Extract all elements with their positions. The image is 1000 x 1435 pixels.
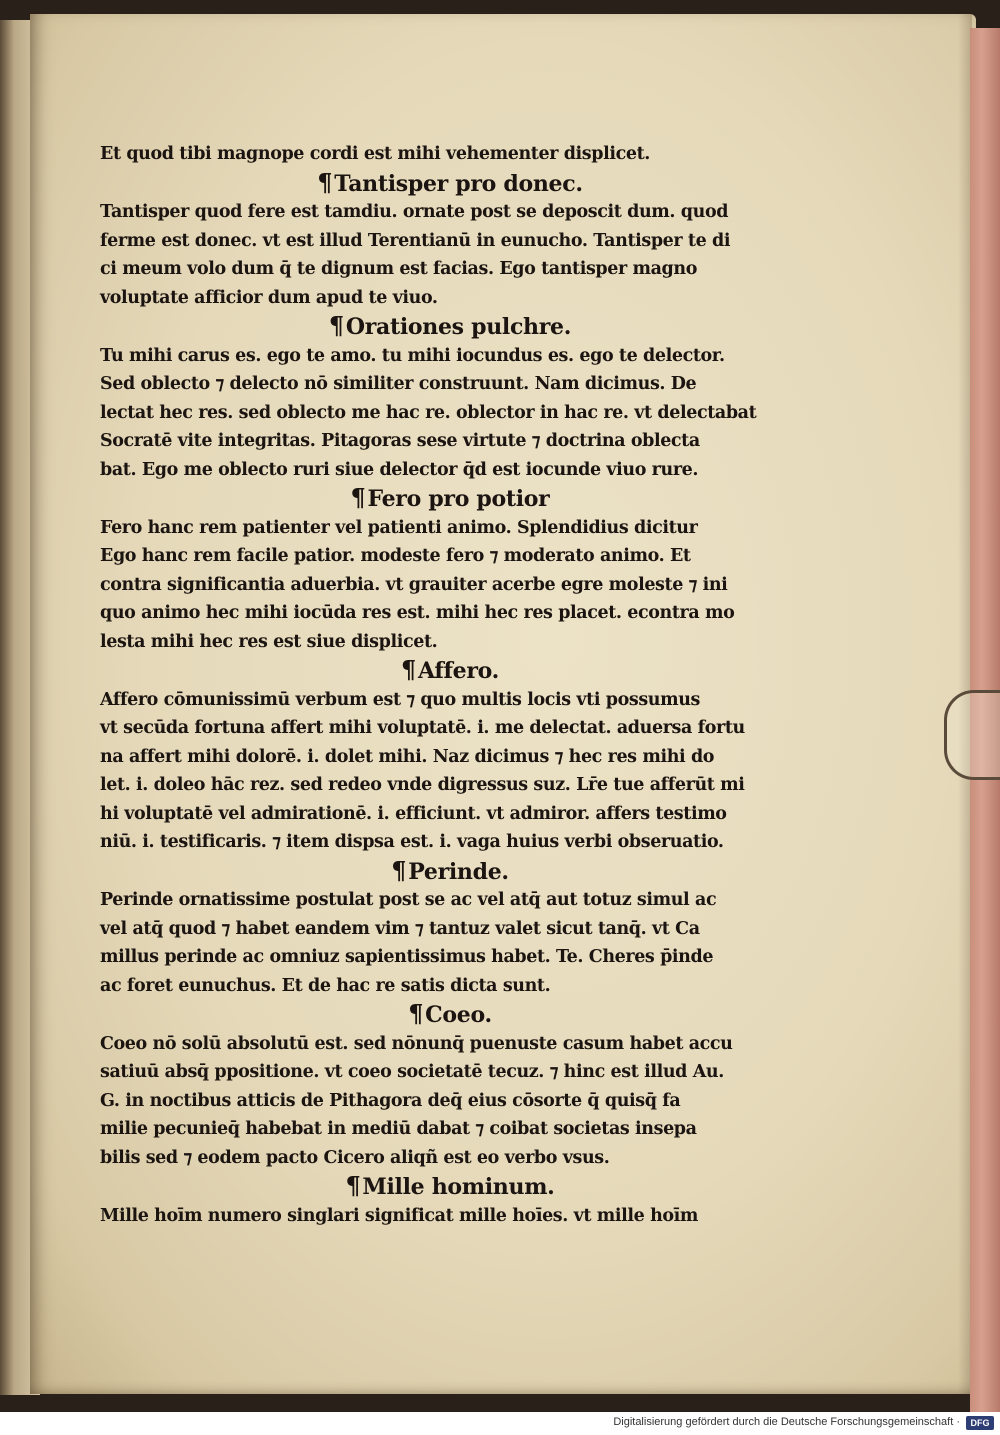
text-line: Fero hanc rem patienter vel patienti animo. Splendidius dicitur bbox=[100, 517, 698, 538]
text-line: lesta mihi hec res est siue displicet. bbox=[100, 631, 438, 652]
text-line: Perinde ornatissime postulat post se ac vel atq̄ aut totuz simul ac bbox=[100, 890, 717, 910]
section-heading bbox=[100, 312, 800, 342]
text-line: lectat hec res. sed oblecto me hac re. oblector in hac re. vt delectabat bbox=[100, 402, 757, 423]
pilcrow-icon: ¶ bbox=[391, 855, 407, 885]
text-line: hi voluptatē vel admirationē. i. efficiunt. vt admiror. affers testimo bbox=[100, 803, 727, 824]
text-line: Ego hanc rem facile patior. modeste fero ⁊ moderato animo. Et bbox=[100, 546, 691, 566]
text-line: Et quod tibi magnope cordi est mihi vehementer displicet. bbox=[100, 144, 650, 164]
pilcrow-icon: ¶ bbox=[400, 655, 416, 684]
text-line: Sed oblecto ⁊ delecto nō similiter construunt. Nam dicimus. De bbox=[100, 374, 697, 394]
text-line: voluptate afficior dum apud te viuo. bbox=[100, 287, 438, 308]
heading-text: Tantisper pro donec. bbox=[334, 170, 583, 197]
pilcrow-icon: ¶ bbox=[408, 999, 424, 1028]
text-line: na affert mihi dolorē. i. dolet mihi. Naz dicimus ⁊ hec res mihi do bbox=[100, 746, 715, 767]
section-heading bbox=[100, 1000, 800, 1030]
text-line: Coeo nō solū absolutū est. sed nōnunq̄ puenuste casum habet accu bbox=[100, 1033, 733, 1054]
text-line: ac foret eunuchus. Et de hac re satis dicta sunt. bbox=[100, 975, 551, 996]
text-line: quo animo hec mihi iocūda res est. mihi hec res placet. econtra mo bbox=[100, 603, 735, 623]
text-line: Affero cōmunissimū verbum est ⁊ quo multis locis vti possumus bbox=[100, 689, 700, 710]
heading-text: Affero. bbox=[417, 658, 500, 684]
pilcrow-icon: ¶ bbox=[345, 1171, 361, 1200]
footer-bar bbox=[0, 1412, 1000, 1435]
pilcrow-icon: ¶ bbox=[328, 311, 344, 340]
pilcrow-icon: ¶ bbox=[317, 167, 333, 197]
text-line: bilis sed ⁊ eodem pacto Cicero aliqñ est eo verbo vsus. bbox=[100, 1147, 610, 1168]
dfg-logo: DFG bbox=[966, 1416, 994, 1430]
section-heading bbox=[100, 857, 800, 887]
text-line: vt secūda fortuna affert mihi voluptatē. i. me delectat. aduersa fortu bbox=[100, 718, 745, 738]
text-line: Mille hoīm numero singlari significat mille hoīes. vt mille hoīm bbox=[100, 1205, 699, 1226]
text-line: ferme est donec. vt est illud Terentianū in eunucho. Tantisper te di bbox=[100, 230, 731, 251]
text-line: niū. i. testificaris. ⁊ item dispsa est. i. vaga huius verbi obseruatio. bbox=[100, 832, 724, 852]
text-line: bat. Ego me oblecto ruri siue delector q̄d est iocunde viuo rure. bbox=[100, 459, 699, 480]
text-line: satiuū absq̄ ppositione. vt coeo societatē tecuz. ⁊ hinc est illud Au. bbox=[100, 1062, 724, 1082]
heading-text: Mille hominum. bbox=[362, 1174, 555, 1200]
pilcrow-icon: ¶ bbox=[350, 483, 366, 512]
section-heading bbox=[100, 484, 800, 514]
footer-credit: Digitalisierung gefördert durch die Deutsche Forschungsgemeinschaft · bbox=[613, 1416, 960, 1428]
section-heading bbox=[100, 656, 800, 686]
text-line: millus perinde ac omniuz sapientissimus habet. Te. Cheres p̄inde bbox=[100, 947, 714, 967]
section-heading bbox=[100, 169, 800, 199]
text-line: milie pecunieq̄ habebat in mediū dabat ⁊ coibat societas insepa bbox=[100, 1119, 697, 1139]
text-line: Socratē vite integritas. Pitagoras sese virtute ⁊ doctrina oblecta bbox=[100, 431, 700, 451]
text-line: let. i. doleo hāc rez. sed redeo vnde digressus suz. Lr̄e tue afferūt mi bbox=[100, 775, 745, 795]
book-clip bbox=[944, 690, 1000, 780]
section-heading bbox=[100, 1172, 800, 1202]
text-line: Tantisper quod fere est tamdiu. ornate post se deposcit dum. quod bbox=[100, 202, 729, 222]
heading-text: Fero pro potior bbox=[367, 486, 550, 512]
text-line: ci meum volo dum q̄ te dignum est facias. Ego tantisper magno bbox=[100, 259, 697, 279]
heading-text: Orationes pulchre. bbox=[345, 314, 572, 340]
text-line: G. in noctibus atticis de Pithagora deq̄ eius cōsorte q̄ quisq̄ fa bbox=[100, 1090, 681, 1111]
heading-text: Coeo. bbox=[425, 1002, 492, 1028]
text-line: vel atq̄ quod ⁊ habet eandem vim ⁊ tantuz valet sicut tanq̄. vt Ca bbox=[100, 918, 700, 939]
page-text bbox=[100, 140, 800, 1230]
text-line: contra significantia aduerbia. vt grauiter acerbe egre moleste ⁊ ini bbox=[100, 574, 728, 595]
heading-text: Perinde. bbox=[408, 858, 509, 885]
text-line: Tu mihi carus es. ego te amo. tu mihi iocundus es. ego te delector. bbox=[100, 345, 725, 366]
